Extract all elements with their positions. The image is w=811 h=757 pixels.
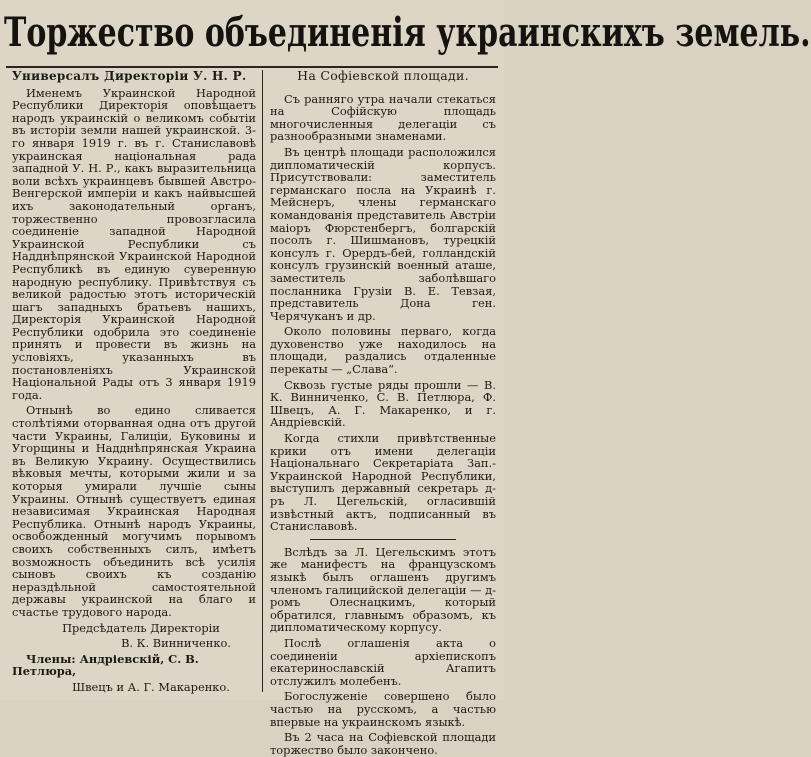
members-line: Члены: Андріевскій, С. В. Петлюра, xyxy=(12,651,199,679)
section-rule xyxy=(310,539,456,540)
report-heading: На Софіевской площади. xyxy=(297,68,469,83)
members-line: Швецъ и А. Г. Макаренко. xyxy=(72,679,230,694)
report-paragraph: Когда стихли привѣтственные крики отъ имени делегаціи Національнаго Секретаріата Зап.-Украинской Народной Республики, выступилъ державный секретарь д-ръ Л. Цегельскій, огласившій извѣстный актъ, подписанный въ Станиславовѣ. xyxy=(270,431,496,534)
report-paragraph: Богослуженіе совершено было частью на русскомъ, а частью впервые на украинскомъ языкѣ. xyxy=(270,689,496,729)
signature-name: В. К. Винниченко. xyxy=(121,636,231,651)
report-paragraph: Въ 2 часа на Софіевской площади торжество было закончено. xyxy=(270,730,496,757)
column-divider xyxy=(262,70,263,692)
universal-paragraph: Отнынѣ во едино сливается столѣтіями оторванная одна отъ другой части Украины, Галиціи, Буковины и Угорщины и Надднѣпрянская Украина въ Великую Украину. Осуществились вѣковыя мечты, которыми жили и за которыя умирали лучшіе сыны Украины. Отнынѣ существуетъ единая независимая Украинская Народная Республика. Отнынѣ народъ Украины, освобожденный могучимъ порывомъ своихъ собственныхъ силъ, имѣетъ возможность объединить всѣ усилія сыновъ своихъ къ созданію нераздѣльной самостоятельной державы украинской на благо и счастье трудового народа. xyxy=(12,403,256,619)
report-paragraph: Вслѣдъ за Л. Цегельскимъ этотъ же манифестъ на французскомъ языкѣ былъ оглашенъ другимъ членомъ галицийской делегаціи — д-ромъ Олеснацкимъ, который обратился, главнымъ образомъ, къ дипломатическому корпусу. xyxy=(270,544,496,635)
universal-paragraph: Именемъ Украинской Народной Республики Директорія оповѣщаетъ народъ украинскій о великомъ событіи въ исторіи земли нашей украинской. 3-го января 1919 г. въ г. Станиславовѣ украинская національная рада западной У. Н. Р., какъ выразительница воли всѣхъ украинцевъ бывшей Австро-Венгерской имперіи и какъ найвысшей ихъ законодательный органъ, торжественно провозгласила соединеніе западной Народной Украинской Республики съ Надднѣпрянской Украинской Народной Республикѣ въ единую суверенную народную республику. Привѣтствуя съ великой радостью этотъ историческій шагъ западныхъ братьевъ нашихъ, Директорія Украинской Народной Республики одобрила это соединеніе принять и провести въ жизнь на условіяхъ, указанныхъ въ постановленіяхъ Украинской Національной Рады отъ 3 января 1919 года. xyxy=(12,85,256,402)
report-paragraph: Въ центрѣ площади расположился дипломатическій корпусъ. Присутствовали: заместитель германскаго посла на Украинѣ г. Мейснеръ, члены германскаго командованія представитель Австріи маіоръ Фюрстенбергъ, болгарскій посолъ г. Шишмановъ, турецкій консулъ г. Орердъ-бей, голландскій консулъ грузинскій военный аташе, заместитель заболѣвшаго посланника Грузіи В. Е. Тевзая, представитель Дона ген. Черячуканъ и др. xyxy=(270,144,496,323)
signature-title: Предсѣдатель Директоріи xyxy=(62,620,220,635)
headline: Торжество объединенія украинскихъ земель. xyxy=(4,9,811,57)
left-column xyxy=(12,70,256,698)
universal-heading: Универсалъ Директоріи У. Н. Р. xyxy=(12,69,247,83)
report-paragraph: Сквозь густые ряды прошли — В. К. Винниченко, С. В. Петлюра, Ф. Швецъ, А. Г. Макаренко, и г. Андріевскій. xyxy=(270,377,496,430)
report-paragraph: Съ ранняго утра начали стекаться на Софійскую площадь многочисленныя делегаціи съ разнообразными знаменами. xyxy=(270,91,496,144)
right-column xyxy=(270,68,496,757)
report-paragraph: Послѣ оглашенія акта о соединеніи архіепископъ екатеринославскій Агапитъ отслужилъ молебенъ. xyxy=(270,635,496,688)
report-paragraph: Около половины перваго, когда духовенство уже находилось на площади, раздались отдаленные перекаты — „Слава“. xyxy=(270,324,496,377)
